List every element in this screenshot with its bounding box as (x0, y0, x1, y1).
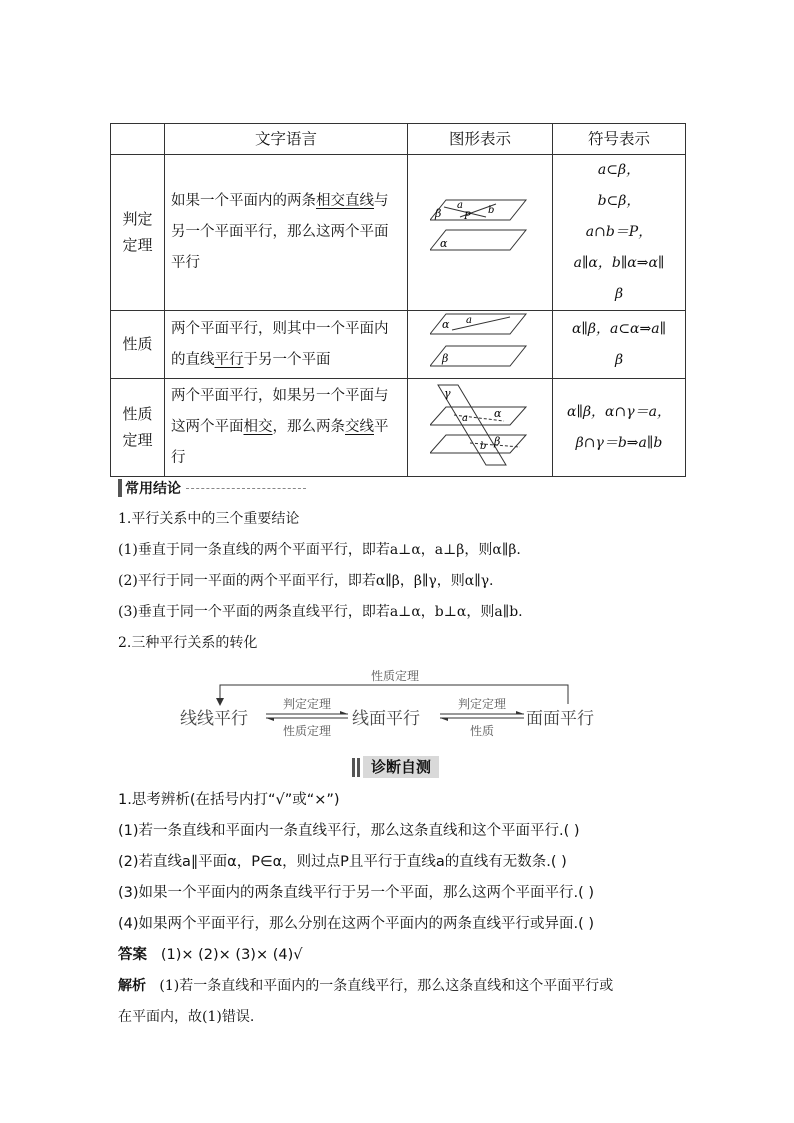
figure-label-b: b (488, 204, 495, 216)
row-name: 性质 (111, 311, 165, 379)
table-row (111, 379, 686, 477)
row-text: 两个平面平行，则其中一个平面内的直线平行于另一个平面 (165, 311, 408, 379)
row-symbol: a⊂β， b⊂β， a∩b＝P， a∥α，b∥α⇒α∥ β (553, 155, 686, 311)
row-text: 两个平面平行，如果另一个平面与这两个平面相交，那么两条交线平行 (165, 379, 408, 477)
row-symbol: α∥β，α∩γ＝a， β∩γ＝b⇒a∥b (553, 379, 686, 477)
flow-node-plane-plane: 面面平行 (526, 709, 594, 729)
header-cell-empty (111, 124, 165, 155)
figure-label-alpha: α (494, 406, 502, 420)
flow-arrow1-top: 判定定理 (282, 697, 332, 711)
tag-bar (118, 479, 122, 497)
answer-line (118, 943, 303, 964)
figure-label-b: b (480, 440, 487, 452)
figure-label-gamma: γ (444, 386, 451, 400)
flow-arrow1-bottom: 性质定理 (282, 724, 332, 738)
figure-label-beta: β (494, 434, 501, 448)
analysis-continuation: 在平面内，故(1)错误. (118, 1009, 255, 1025)
flow-arrow2-top: 判定定理 (457, 697, 507, 711)
figure-label-a: a (462, 412, 468, 424)
question-item: (3)如果一个平面内的两条直线平行于另一个平面，那么这两个平面平行.( ) (118, 885, 595, 901)
section-label: 常用结论 (125, 481, 181, 497)
table-row (111, 311, 686, 379)
conversion-heading: 2.三种平行关系的转化 (118, 635, 258, 651)
answer-text: (1)× (2)× (3)× (4)√ (160, 947, 303, 963)
conclusion-item: (1)垂直于同一条直线的两个平面平行，即若a⊥α，a⊥β，则α∥β. (118, 542, 521, 558)
parallel-conversion-diagram (160, 660, 640, 750)
parallel-planes-criterion-figure (430, 198, 530, 260)
header-cell-figure: 图形表示 (408, 124, 553, 155)
flow-node-line-plane: 线面平行 (352, 709, 420, 729)
tag-bar (357, 758, 360, 777)
table-row (111, 155, 686, 311)
question-item: (4)如果两个平面平行，那么分别在这两个平面内的两条直线平行或异面.( ) (118, 916, 595, 932)
header-cell-symbol: 符号表示 (553, 124, 686, 155)
analysis-label: 解析 (118, 978, 146, 994)
figure-label-a: a (457, 199, 463, 211)
figure-label-alpha: α (440, 236, 448, 250)
question-item: (1)若一条直线和平面内一条直线平行，那么这条直线和这个平面平行.( ) (118, 823, 580, 839)
figure-label-a: a (466, 314, 472, 326)
answer-label: 答案 (118, 947, 147, 963)
conclusion-heading: 1.平行关系中的三个重要结论 (118, 511, 300, 527)
analysis-text: (1)若一条直线和平面内的一条直线平行，那么这条直线和这个平面平行或 (159, 978, 614, 994)
row-figure (408, 311, 553, 379)
figure-label-alpha: α (442, 317, 450, 331)
conclusion-item: (2)平行于同一平面的两个平面平行，即若α∥β，β∥γ，则α∥γ. (118, 573, 494, 589)
row-symbol: α∥β，a⊂α⇒a∥ β (553, 311, 686, 379)
row-figure (408, 155, 553, 311)
row-figure (408, 379, 553, 477)
analysis-line (118, 975, 613, 995)
figure-label-beta: β (442, 351, 449, 365)
header-cell-text: 文字语言 (165, 124, 408, 155)
dashed-divider (186, 488, 306, 489)
question-item: (2)若直线a∥平面α，P∈α，则过点P且平行于直线a的直线有无数条.( ) (118, 854, 567, 870)
flow-top-label: 性质定理 (370, 669, 420, 683)
question-heading: 1.思考辨析(在括号内打“√”或“×”) (118, 792, 340, 808)
parallel-planes-property-figure (430, 312, 530, 370)
row-name: 性质 定理 (111, 379, 165, 477)
row-text: 如果一个平面内的两条相交直线与另一个平面平行，那么这两个平面平行 (165, 155, 408, 311)
section-tag-self-test (352, 756, 440, 778)
theorem-table (110, 123, 686, 477)
row-name: 判定 定理 (111, 155, 165, 311)
table-header-row (111, 124, 686, 155)
conclusion-item: (3)垂直于同一个平面的两条直线平行，即若a⊥α，b⊥α，则a∥b. (118, 604, 523, 620)
flow-arrow2-bottom: 性质 (469, 724, 495, 738)
tag-bar (352, 758, 355, 777)
figure-label-P: P (464, 210, 471, 222)
parallel-planes-intersection-figure (430, 381, 530, 467)
figure-label-beta: β (435, 206, 442, 220)
section-label: 诊断自测 (363, 756, 439, 778)
flow-node-line-line: 线线平行 (180, 709, 248, 729)
